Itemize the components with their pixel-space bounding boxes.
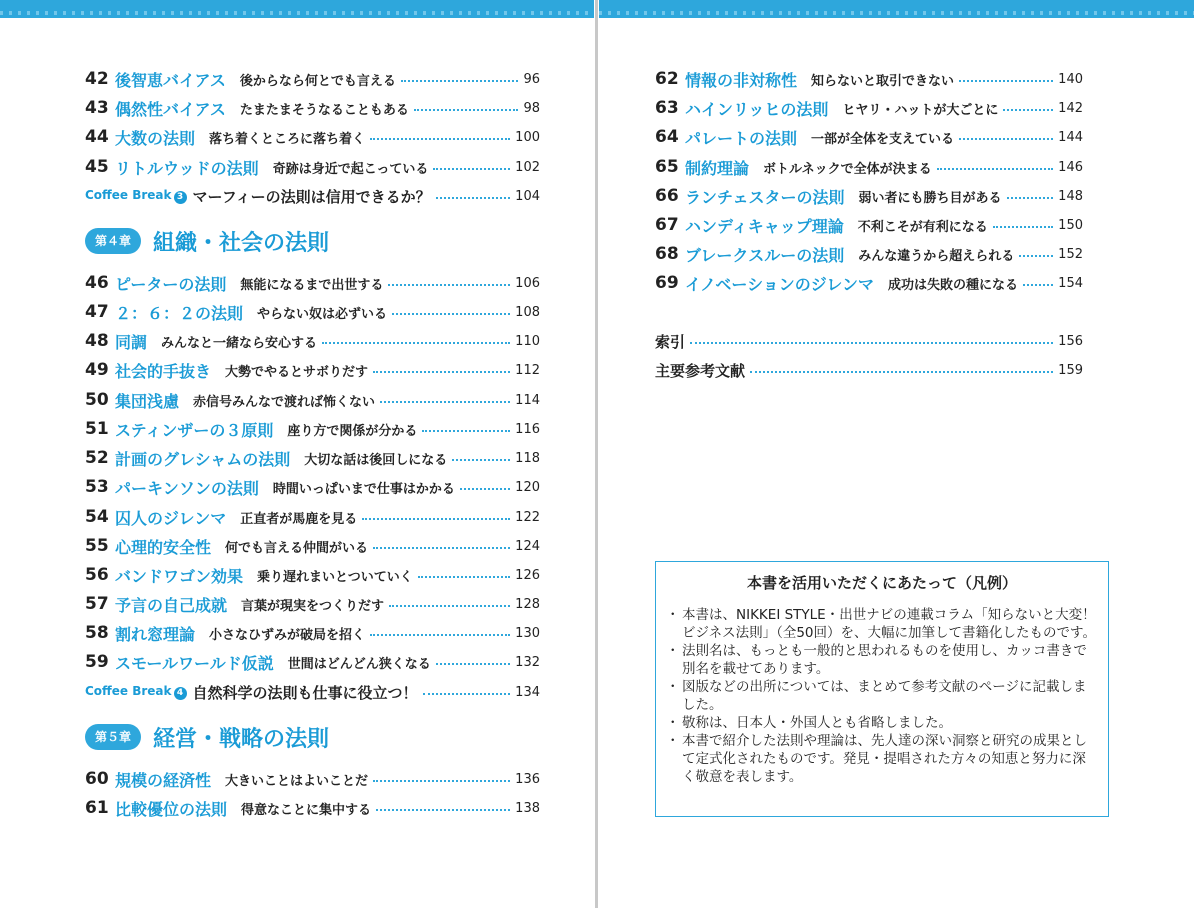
entry-subtitle: 大勢でやるとサボりだす <box>225 364 369 380</box>
leader-dots <box>373 547 510 549</box>
entry-number: 59 <box>85 652 109 672</box>
entry-number: 57 <box>85 594 109 614</box>
leader-dots <box>433 168 510 170</box>
leader-dots <box>373 371 510 373</box>
entry-title: スモールワールド仮説 <box>115 653 274 673</box>
chapter-badge: 第４章 <box>85 228 141 254</box>
entry-subtitle: 世間はどんどん狭くなる <box>287 656 431 672</box>
leader-dots <box>422 430 510 432</box>
entry-page: 102 <box>515 159 540 175</box>
entry-title: ２：６：２の法則 <box>115 303 244 323</box>
leader-dots <box>389 605 510 607</box>
toc-entry-62[interactable] <box>655 67 1083 91</box>
coffee-break-title: 自然科学の法則も仕事に役立つ！ <box>192 683 418 702</box>
entry-page: 142 <box>1058 100 1083 116</box>
entry-number: 61 <box>85 798 109 818</box>
entry-subtitle: ボトルネックで全体が決まる <box>763 161 932 177</box>
entry-number: 45 <box>85 157 109 177</box>
entry-number: 62 <box>655 69 679 89</box>
entry-page: 112 <box>515 362 540 378</box>
leader-dots <box>376 809 510 811</box>
entry-number: 55 <box>85 536 109 556</box>
entry-title: 規模の経済性 <box>115 770 212 790</box>
entry-page: 104 <box>515 188 540 204</box>
coffee-break-number: 4 <box>174 687 187 700</box>
entry-title: 予言の自己成就 <box>115 595 228 615</box>
coffee-break-3[interactable] <box>85 184 540 208</box>
toc-entry-51[interactable] <box>85 417 540 441</box>
entry-title: 後智恵バイアス <box>115 70 226 90</box>
entry-subtitle: 時間いっぱいまで仕事はかかる <box>272 481 455 497</box>
leader-dots <box>362 518 510 520</box>
entry-number: 50 <box>85 390 109 410</box>
toc-entry-49[interactable] <box>85 358 540 382</box>
leader-dots <box>436 663 510 665</box>
chapter-4-heading[interactable] <box>85 226 329 256</box>
leader-dots <box>322 342 510 344</box>
leader-dots <box>370 138 510 140</box>
toc-entry-56[interactable] <box>85 563 540 587</box>
entry-title: 集団浅慮 <box>115 391 180 411</box>
entry-page: 134 <box>515 684 540 700</box>
toc-index[interactable] <box>655 329 1083 353</box>
usage-notes-box <box>655 561 1109 817</box>
entry-page: 96 <box>523 71 540 87</box>
entry-subtitle: みんな違うから超えられる <box>858 248 1015 264</box>
index-label: 索引 <box>655 332 686 351</box>
entry-page: 120 <box>515 479 540 495</box>
coffee-break-title: マーフィーの法則は信用できるか？ <box>192 187 431 206</box>
entry-subtitle: 赤信号みんなで渡れば怖くない <box>193 394 376 410</box>
toc-entry-67[interactable] <box>655 213 1083 237</box>
entry-page: 98 <box>523 100 540 116</box>
entry-title: 同調 <box>115 332 148 352</box>
entry-number: 68 <box>655 244 679 264</box>
note-item: ・ 本書は、NIKKEI STYLE・出世ナビの連載コラム「知らないと大変！ビジネス法則」（全50回）を、大幅に加筆して書籍化したものです。 <box>668 606 1098 642</box>
entry-title: ハインリッヒの法則 <box>685 99 829 119</box>
leader-dots <box>1003 109 1053 111</box>
leader-dots <box>370 634 510 636</box>
toc-entry-43[interactable] <box>85 96 540 120</box>
leader-dots <box>460 488 510 490</box>
leader-dots <box>392 313 510 315</box>
entry-page: 116 <box>515 421 540 437</box>
top-decorative-band-right <box>599 0 1194 18</box>
entry-page: 156 <box>1058 333 1083 349</box>
notes-title: 本書を活用いただくにあたって（凡例） <box>746 574 1017 592</box>
toc-entry-68[interactable] <box>655 242 1083 266</box>
leader-dots <box>1019 255 1053 257</box>
toc-entry-48[interactable] <box>85 329 540 353</box>
entry-page: 124 <box>515 538 540 554</box>
entry-number: 54 <box>85 507 109 527</box>
coffee-break-text: Coffee Break <box>85 188 172 202</box>
entry-page: 154 <box>1058 275 1083 291</box>
entry-page: 106 <box>515 275 540 291</box>
coffee-break-number: 3 <box>174 191 187 204</box>
coffee-break-label <box>85 684 187 700</box>
toc-entry-55[interactable] <box>85 534 540 558</box>
book-spine <box>595 0 598 908</box>
entry-subtitle: やらない奴は必ずいる <box>257 306 388 322</box>
toc-entry-50[interactable] <box>85 388 540 412</box>
leader-dots <box>690 342 1053 344</box>
entry-page: 140 <box>1058 71 1083 87</box>
references-label: 主要参考文献 <box>655 361 746 380</box>
entry-number: 44 <box>85 127 109 147</box>
coffee-break-text: Coffee Break <box>85 684 172 698</box>
entry-page: 148 <box>1058 188 1083 204</box>
leader-dots <box>1023 284 1053 286</box>
leader-dots <box>401 80 519 82</box>
toc-entry-58[interactable] <box>85 621 540 645</box>
entry-title: パーキンソンの法則 <box>115 478 259 498</box>
entry-subtitle: 知らないと取引できない <box>811 73 955 89</box>
entry-number: 58 <box>85 623 109 643</box>
entry-subtitle: 一部が全体を支えている <box>811 131 955 147</box>
coffee-break-4[interactable] <box>85 680 540 704</box>
leader-dots <box>452 459 510 461</box>
leader-dots <box>418 576 510 578</box>
entry-number: 43 <box>85 98 109 118</box>
entry-title: 比較優位の法則 <box>115 799 228 819</box>
toc-entry-44[interactable] <box>85 125 540 149</box>
note-item: ・ 敬称は、日本人・外国人とも省略しました。 <box>668 714 1098 732</box>
entry-subtitle: 小さなひずみが破局を招く <box>209 627 366 643</box>
leader-dots <box>436 197 511 199</box>
toc-references[interactable] <box>655 358 1083 382</box>
entry-subtitle: 成功は失敗の種になる <box>887 277 1018 293</box>
entry-title: ハンディキャップ理論 <box>685 216 844 236</box>
entry-page: 128 <box>515 596 540 612</box>
top-decorative-band-left <box>0 0 594 18</box>
entry-page: 146 <box>1058 159 1083 175</box>
entry-title: ブレークスルーの法則 <box>685 245 845 265</box>
entry-title: 心理的安全性 <box>115 537 212 557</box>
toc-entry-57[interactable] <box>85 592 540 616</box>
toc-entry-54[interactable] <box>85 505 540 529</box>
chapter-badge: 第５章 <box>85 724 141 750</box>
entry-page: 126 <box>515 567 540 583</box>
entry-page: 118 <box>515 450 540 466</box>
leader-dots <box>937 168 1054 170</box>
entry-title: 大数の法則 <box>115 128 196 148</box>
toc-entry-47[interactable] <box>85 300 540 324</box>
leader-dots <box>959 138 1053 140</box>
entry-number: 56 <box>85 565 109 585</box>
entry-subtitle: 正直者が馬鹿を見る <box>240 511 358 527</box>
entry-number: 69 <box>655 273 679 293</box>
entry-number: 67 <box>655 215 679 235</box>
note-item: ・ 本書で紹介した法則や理論は、先人達の深い洞察と研究の成果として定式化されたものです。発見・提唱された方々の知恵と努力に深く敬意を表します。 <box>668 732 1098 786</box>
toc-entry-53[interactable] <box>85 475 540 499</box>
entry-page: 114 <box>515 392 540 408</box>
coffee-break-label <box>85 188 187 204</box>
note-item: ・ 図版などの出所については、まとめて参考文献のページに記載しました。 <box>668 678 1098 714</box>
entry-subtitle: 大切な話は後回しになる <box>304 452 448 468</box>
entry-title: ピーターの法則 <box>115 274 227 294</box>
entry-number: 65 <box>655 157 679 177</box>
entry-subtitle: 乗り遅れまいとついていく <box>257 569 413 585</box>
entry-title: 情報の非対称性 <box>685 70 798 90</box>
entry-subtitle: 奇跡は身近で起こっている <box>272 161 429 177</box>
note-item: ・ 法則名は、もっとも一般的と思われるものを使用し、カッコ書きで別名を載せてあります。 <box>668 642 1098 678</box>
leader-dots <box>993 226 1053 228</box>
entry-subtitle: 得意なことに集中する <box>241 802 372 818</box>
entry-title: ランチェスターの法則 <box>685 187 845 207</box>
chapter-5-heading[interactable] <box>85 722 329 752</box>
entry-number: 49 <box>85 360 109 380</box>
entry-number: 66 <box>655 186 679 206</box>
entry-title: スティンザーの３原則 <box>115 420 274 440</box>
toc-entry-66[interactable] <box>655 184 1083 208</box>
entry-subtitle: 何でも言える仲間がいる <box>225 540 369 556</box>
toc-entry-45[interactable] <box>85 155 540 179</box>
notes-list <box>668 606 1098 786</box>
toc-entry-42[interactable] <box>85 67 540 91</box>
entry-title: 囚人のジレンマ <box>115 508 227 528</box>
entry-number: 60 <box>85 769 109 789</box>
toc-entry-69[interactable] <box>655 271 1083 295</box>
toc-entry-65[interactable] <box>655 155 1083 179</box>
entry-subtitle: 無能になるまで出世する <box>240 277 384 293</box>
entry-number: 64 <box>655 127 679 147</box>
toc-entry-59[interactable] <box>85 650 540 674</box>
leader-dots <box>388 284 510 286</box>
entry-number: 51 <box>85 419 109 439</box>
entry-page: 152 <box>1058 246 1083 262</box>
entry-number: 42 <box>85 69 109 89</box>
entry-subtitle: 落ち着くところに落ち着く <box>209 131 366 147</box>
entry-page: 130 <box>515 625 540 641</box>
leader-dots <box>1007 197 1054 199</box>
entry-title: 計画のグレシャムの法則 <box>115 449 291 469</box>
toc-entry-46[interactable] <box>85 271 540 295</box>
entry-subtitle: 大きいことはよいことだ <box>225 773 369 789</box>
entry-page: 159 <box>1058 362 1083 378</box>
entry-title: リトルウッドの法則 <box>115 158 259 178</box>
leader-dots <box>423 693 511 695</box>
entry-page: 150 <box>1058 217 1083 233</box>
entry-number: 53 <box>85 477 109 497</box>
toc-entry-64[interactable] <box>655 125 1083 149</box>
entry-title: イノベーションのジレンマ <box>685 274 874 294</box>
entry-title: 社会的手抜き <box>115 361 212 381</box>
entry-number: 63 <box>655 98 679 118</box>
entry-number: 52 <box>85 448 109 468</box>
entry-page: 136 <box>515 771 540 787</box>
toc-entry-61[interactable] <box>85 796 540 820</box>
entry-page: 108 <box>515 304 540 320</box>
chapter-title: 経営・戦略の法則 <box>153 726 330 752</box>
entry-page: 110 <box>515 333 540 349</box>
toc-entry-60[interactable] <box>85 767 540 791</box>
entry-page: 138 <box>515 800 540 816</box>
entry-title: 制約理論 <box>685 158 750 178</box>
entry-number: 46 <box>85 273 109 293</box>
entry-title: バンドワゴン効果 <box>115 566 244 586</box>
entry-page: 100 <box>515 129 540 145</box>
entry-subtitle: 座り方で関係が分かる <box>287 423 418 439</box>
entry-page: 132 <box>515 654 540 670</box>
entry-title: 偶然性バイアス <box>115 99 226 119</box>
entry-title: 割れ窓理論 <box>115 624 196 644</box>
entry-subtitle: 言葉が現実をつくりだす <box>241 598 385 614</box>
entry-number: 47 <box>85 302 109 322</box>
entry-page: 144 <box>1058 129 1083 145</box>
entry-title: パレートの法則 <box>685 128 798 148</box>
entry-page: 122 <box>515 509 540 525</box>
toc-entry-52[interactable] <box>85 446 540 470</box>
entry-subtitle: 弱い者にも勝ち目がある <box>858 190 1002 206</box>
leader-dots <box>959 80 1053 82</box>
entry-subtitle: 不利こそが有利になる <box>857 219 988 235</box>
leader-dots <box>373 780 510 782</box>
entry-subtitle: 後からなら何とでも言える <box>239 73 396 89</box>
entry-subtitle: たまたまそうなることもある <box>239 102 409 118</box>
leader-dots <box>380 401 510 403</box>
leader-dots <box>414 109 519 111</box>
entry-number: 48 <box>85 331 109 351</box>
entry-subtitle: ヒヤリ・ハットが大ごとに <box>842 102 999 118</box>
leader-dots <box>750 371 1053 373</box>
entry-subtitle: みんなと一緒なら安心する <box>161 335 318 351</box>
toc-entry-63[interactable] <box>655 96 1083 120</box>
chapter-title: 組織・社会の法則 <box>153 230 330 256</box>
